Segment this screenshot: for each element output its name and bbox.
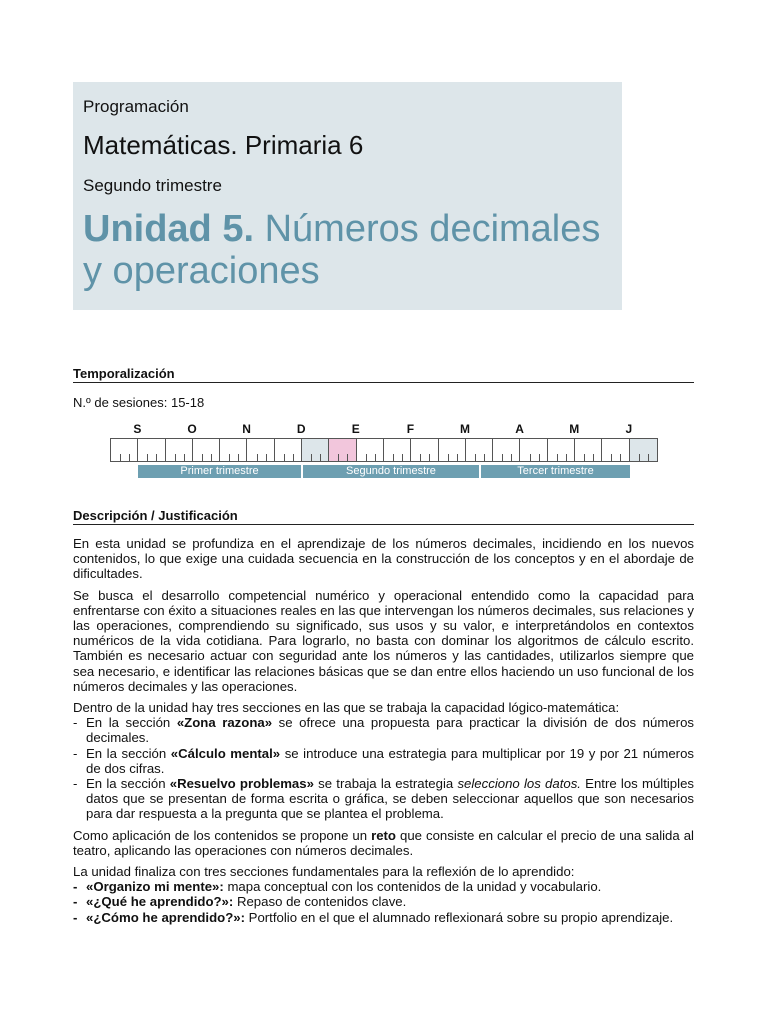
timeline-cell (411, 439, 438, 461)
month-letter: J (625, 422, 633, 436)
timeline-cell (548, 439, 575, 461)
timeline-tick (320, 454, 321, 461)
timeline-tick (420, 454, 421, 461)
timeline-tick (238, 454, 239, 461)
timeline-tick (347, 454, 348, 461)
header-box (73, 82, 622, 310)
timeline-tick (584, 454, 585, 461)
subject-title: Matemáticas. Primaria 6 (83, 130, 364, 160)
month-letter: E (351, 422, 360, 436)
timeline-cell (466, 439, 493, 461)
timeline-tick (175, 454, 176, 461)
timeline-cell (602, 439, 629, 461)
month-letter: D (296, 422, 306, 436)
timeline-cell (439, 439, 466, 461)
trimester-bar-1: Primer trimestre (138, 465, 301, 478)
month-letter: O (187, 422, 197, 436)
timeline-tick (366, 454, 367, 461)
timeline-cell (193, 439, 220, 461)
timeline-tick (593, 454, 594, 461)
timeline-cell (220, 439, 247, 461)
temporalizacion-heading: Temporalización (73, 366, 694, 383)
timeline-cell (357, 439, 384, 461)
timeline-cell (630, 439, 657, 461)
timeline-tick (338, 454, 339, 461)
timeline-tick (257, 454, 258, 461)
timeline-cell (302, 439, 329, 461)
timeline-tick (620, 454, 621, 461)
timeline-grid (110, 438, 658, 462)
timeline-tick (184, 454, 185, 461)
timeline-cell (111, 439, 138, 461)
timeline-tick (511, 454, 512, 461)
paragraph: Se busca el desarrollo competencial numérico y operacional entendido como la capacidad para enfrentarse con éxito a situaciones reales en las que intervengan los números decimales, sus relaciones y las operaciones, comprendiendo su significado, sus usos y su valor, e interpretándolos en contextos numéricos de la vida cotidiana. Para lograrlo, no basta con dominar los algoritmos de cálculo escrito. También es necesario actuar con seguridad ante los números y las cantidades, utilizarlos siempre que sea necesario, e identificar las relaciones básicas que se dan entre ellos haciendo un uso funcional de los números decimales y las operaciones. (73, 587, 694, 694)
month-letter: A (515, 422, 524, 436)
unit-number: Unidad 5. (83, 208, 255, 250)
list-item: - En la sección «Resuelvo problemas» se trabaja la estrategia selecciono los datos. Entre los múltiples datos que se presentan de forma escrita o gráfica, se deben seleccionar aquellos que son necesarios para dar respuesta a la pregunta que se plantea el problema. (73, 776, 694, 822)
timeline-tick (156, 454, 157, 461)
timeline-tick (120, 454, 121, 461)
description-body (73, 536, 694, 925)
descripcion-heading: Descripción / Justificación (73, 508, 694, 525)
timeline-cell (493, 439, 520, 461)
final-intro: La unidad finaliza con tres secciones fundamentales para la reflexión de lo aprendido: (73, 864, 575, 880)
month-letter: F (406, 422, 415, 436)
timeline-tick (611, 454, 612, 461)
timeline-cell (329, 439, 356, 461)
timeline-tick (484, 454, 485, 461)
timeline-cell (521, 439, 548, 461)
timeline-tick (429, 454, 430, 461)
month-letter: M (459, 422, 470, 436)
list-item: - En la sección «Zona razona» se ofrece una propuesta para practicar la división de dos números decimales. (73, 715, 694, 746)
timeline-tick (375, 454, 376, 461)
timeline-tick (284, 454, 285, 461)
timeline-tick (648, 454, 649, 461)
timeline-cell (575, 439, 602, 461)
timeline-tick (311, 454, 312, 461)
timeline-cell (248, 439, 275, 461)
timeline-tick (402, 454, 403, 461)
timeline-tick (229, 454, 230, 461)
list-item: - «Organizo mi mente»: mapa conceptual con los contenidos de la unidad y vocabulario. (73, 879, 602, 895)
timeline-tick (448, 454, 449, 461)
term-label: Segundo trimestre (83, 176, 222, 195)
timeline-tick (393, 454, 394, 461)
timeline-tick (129, 454, 130, 461)
timeline-tick (457, 454, 458, 461)
timeline-tick (639, 454, 640, 461)
timeline-tick (557, 454, 558, 461)
list-item: - «¿Qué he aprendido?»: Repaso de contenidos clave. (73, 894, 407, 910)
timeline-tick (475, 454, 476, 461)
paragraph: En esta unidad se profundiza en el aprendizaje de los números decimales, incidiendo en los nuevos contenidos, lo que exige una cuidada secuencia en la construcción de los conceptos y en el abordaje de dificultades. (73, 536, 694, 582)
sections-intro: Dentro de la unidad hay tres secciones en las que se trabaja la capacidad lógico-matemática: (73, 700, 620, 716)
list-item: - «¿Cómo he aprendido?»: Portfolio en el que el alumnado reflexionará sobre su propio aprendizaje. (73, 909, 674, 925)
timeline-tick (211, 454, 212, 461)
timeline-tick (202, 454, 203, 461)
timeline-cell (138, 439, 165, 461)
trimester-bar-2: Segundo trimestre (303, 465, 479, 478)
document-label: Programación (83, 97, 189, 116)
timeline-tick (530, 454, 531, 461)
unit-title (83, 208, 613, 292)
timeline-tick (566, 454, 567, 461)
sessions-count: N.º de sesiones: 15-18 (73, 395, 205, 410)
timeline-tick (502, 454, 503, 461)
timeline-tick (293, 454, 294, 461)
month-letters (110, 422, 658, 438)
month-letter: S (133, 422, 142, 436)
month-letter: M (569, 422, 580, 436)
month-letter: N (242, 422, 251, 436)
timeline-cell (166, 439, 193, 461)
paragraph: Como aplicación de los contenidos se propone un reto que consiste en calcular el precio de una salida al teatro, aplicando las operaciones con números decimales. (73, 827, 694, 858)
timeline-cell (275, 439, 302, 461)
timeline-cell (384, 439, 411, 461)
trimester-bar-3: Tercer trimestre (481, 465, 630, 478)
unit-name: Números decimales y operaciones (83, 208, 601, 292)
timeline-tick (266, 454, 267, 461)
timeline-tick (147, 454, 148, 461)
list-item: - En la sección «Cálculo mental» se introduce una estrategia para multiplicar por 19 y por 21 números de dos cifras. (73, 745, 694, 776)
timeline-tick (539, 454, 540, 461)
